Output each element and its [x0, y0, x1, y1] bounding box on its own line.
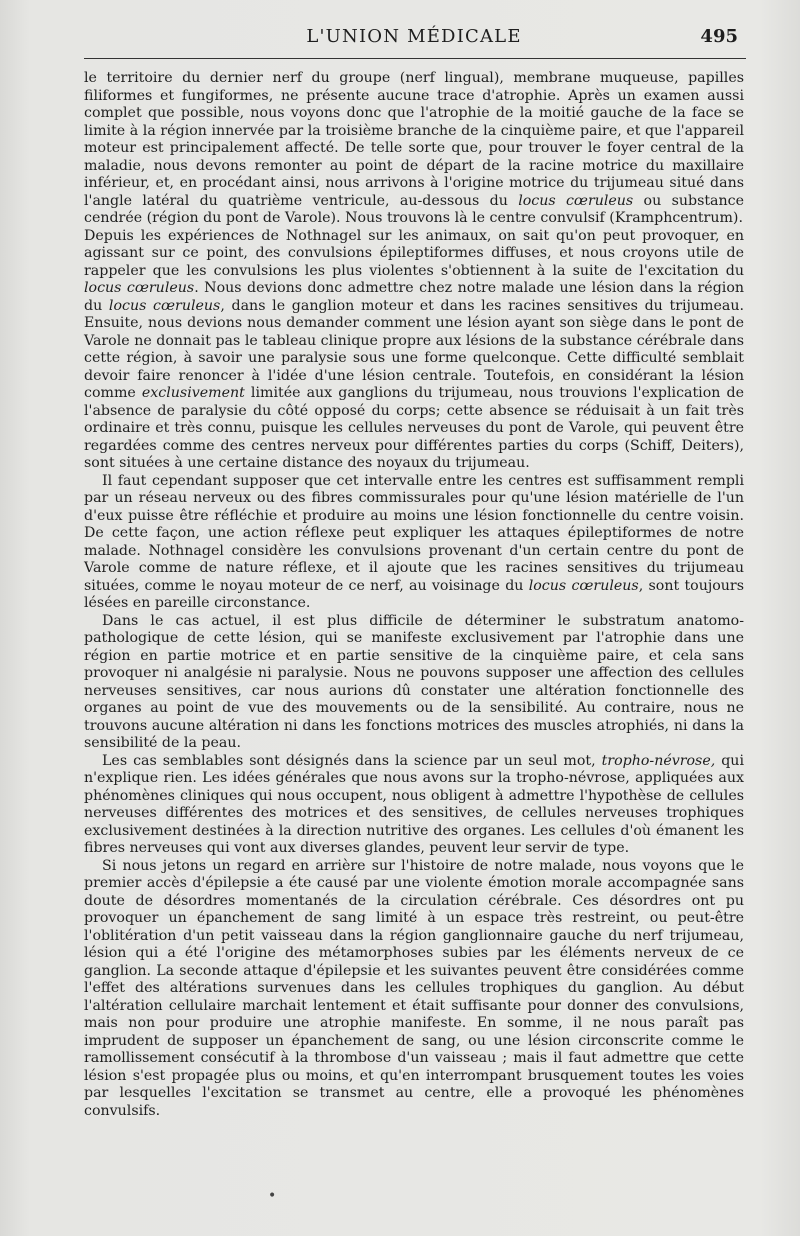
- text-run: ou substance cendrée (région du pont de Varole). Nous trouvons là le centre convulsif (Kramphcentrum).: [84, 192, 744, 226]
- text-run: qui n'explique rien. Les idées générales que nous avons sur la tropho-névrose, appliquées aux phénomènes cliniques qui nous occupent, nous obligent à admettre l'hypothèse de cellules nerveuses différentes des motrices et des sensitives, de cellules nerveuses trophiques exclusivement destinées à la direction nutritive des organes. Les cellules d'où émanent les fibres nerveuses qui vont aux diverses glandes, peuvent leur servir de type.: [84, 752, 744, 856]
- paragraph: [84, 70, 744, 228]
- text-run: Si nous jetons un regard en arrière sur l'histoire de notre malade, nous voyons que le premier accès d'épilepsie a éte causé par une violente émotion morale accompagnée sans doute de désordres momentanés de la circulation cérébrale. Ces désordres ont pu provoquer un épanchement de sang limité à un espace très restreint, ou peut-être l'oblitération d'un petit vaisseau dans la région ganglionnaire gauche du nerf trijumeau, lésion qui a été l'origine des métamorphoses subies par les éléments nerveux de ce ganglion. La seconde attaque d'épilepsie et les suivantes peuvent être considérées comme l'effet des altérations survenues dans les cellules trophiques du ganglion. Au début l'altération cellulaire marchait lentement et était suffisante pour donner des convulsions, mais non pour produire une atrophie manifeste. En somme, il ne nous paraît pas imprudent de supposer un épanchement de sang, ou une lésion circonscrite comme le ramollissement consécutif à la thrombose d'un vaisseau ; mais il faut admettre que cette lésion s'est propagée plus ou moins, et qu'en interrompant brusquement toutes les voies par lesquelles l'excitation se transmet au centre, elle a provoqué les phénomènes convulsifs.: [84, 857, 744, 1119]
- page-number: 495: [700, 26, 738, 47]
- text-run: . Nous devions donc admettre chez notre malade une lésion dans la région du: [84, 280, 744, 314]
- paragraph: [84, 613, 744, 753]
- text-run: limitée aux ganglions du trijumeau, nous trouvions l'explication de l'absence de paralysie du côté opposé du corps; cette absence se réduisait à un fait très ordinaire et très connu, puisque les cellules nerveuses du pont de Varole, qui peuvent être regardées comme des centres nerveux pour différentes parties du corps (Schiff, Deiters), sont situées à une certaine distance des noyaux du trijumeau.: [84, 385, 744, 471]
- text-run: Il faut cependant supposer que cet intervalle entre les centres est suffisamment rempli par un réseau nerveux ou des fibres commissurales pour qu'une lésion matérielle de l'un d'eux puisse être réfléchie et produire au moins une lésion fonctionnelle du centre voisin. De cette façon, une action réflexe peut expliquer les attaques épileptiformes de notre malade. Nothnagel considère les convulsions provenant d'un certain centre du pont de Varole comme de nature réflexe, et il ajoute que les racines sensitives du trijumeau situées, comme le noyau moteur de ce nerf, au voisinage du: [84, 472, 744, 594]
- paragraph: [84, 753, 744, 858]
- paragraph: [84, 473, 744, 613]
- italic-term: tropho-névrose,: [601, 752, 716, 769]
- running-title: L'UNION MÉDICALE: [306, 26, 522, 47]
- italic-term: locus cœruleus: [108, 297, 221, 314]
- italic-term: exclusivement: [141, 385, 245, 401]
- text-run: , dans le ganglion moteur et dans les racines sensitives du trijumeau. Ensuite, nous devions nous demander comment une lésion ayant son siège dans le pont de Varole ne donnait pas le tableau clinique propre aux lésions de la substance cérébrale dans cette région, à savoir une paralysie sous une forme quelconque. Cette difficulté semblait devoir faire renoncer à l'idée d'une lésion centrale. Toutefois, en considérant la lésion comme: [84, 297, 745, 401]
- text-run: Les cas semblables sont désignés dans la science par un seul mot,: [102, 752, 602, 769]
- ink-speck: •: [268, 1188, 277, 1204]
- page-header: [84, 22, 744, 54]
- text-run: le territoire du dernier nerf du groupe (nerf lingual), membrane muqueuse, papilles filiformes et fungiformes, ne présente aucune trace d'atrophie. Après un examen aussi complet que possible, nous voyons donc que l'atrophie de la moitié gauche de la face se limite à la région innervée par la troisième branche de la cinquième paire, et que l'appareil moteur est principalement affecté. De telle sorte que, pour trouver le foyer central de la maladie, nous devons remonter au point de départ de la racine motrice du maxillaire inférieur, et, en procédant ainsi, nous arrivons à l'origine motrice du trijumeau situé dans l'angle latéral du quatrième ventricule, au-dessous du: [84, 70, 744, 209]
- paragraph: [84, 228, 744, 473]
- italic-term: locus cœruleus: [518, 192, 634, 209]
- article-body: [84, 70, 744, 1120]
- italic-term: locus cœruleus: [84, 280, 195, 296]
- italic-term: locus cœruleus: [528, 577, 639, 594]
- text-run: , sont toujours lésées en pareille circonstance.: [84, 577, 744, 611]
- text-run: Depuis les expériences de Nothnagel sur les animaux, on sait qu'on peut provoquer, en agissant sur ce point, des convulsions épileptiformes diffuses, et nous croyons utile de rappeler que les convulsions les plus violentes s'obtiennent à la suite de l'excitation du: [84, 227, 744, 279]
- paragraph: [84, 858, 744, 1121]
- header-rule: [84, 58, 746, 59]
- text-run: Dans le cas actuel, il est plus difficile de déterminer le substratum anatomo-pathologique de cette lésion, qui se manifeste exclusivement par l'atrophie dans une région en partie motrice et en partie sensitive de la cinquième paire, et cela sans provoquer ni analgésie ni paralysie. Nous ne pouvons supposer une affection des cellules nerveuses sensitives, car nous aurions dû constater une altération fonctionnelle des organes au point de vue des mouvements ou de la sensibilité. Au contraire, nous ne trouvons aucune altération ni dans les fonctions motrices des muscles atrophiés, ni dans la sensibilité de la peau.: [84, 612, 744, 751]
